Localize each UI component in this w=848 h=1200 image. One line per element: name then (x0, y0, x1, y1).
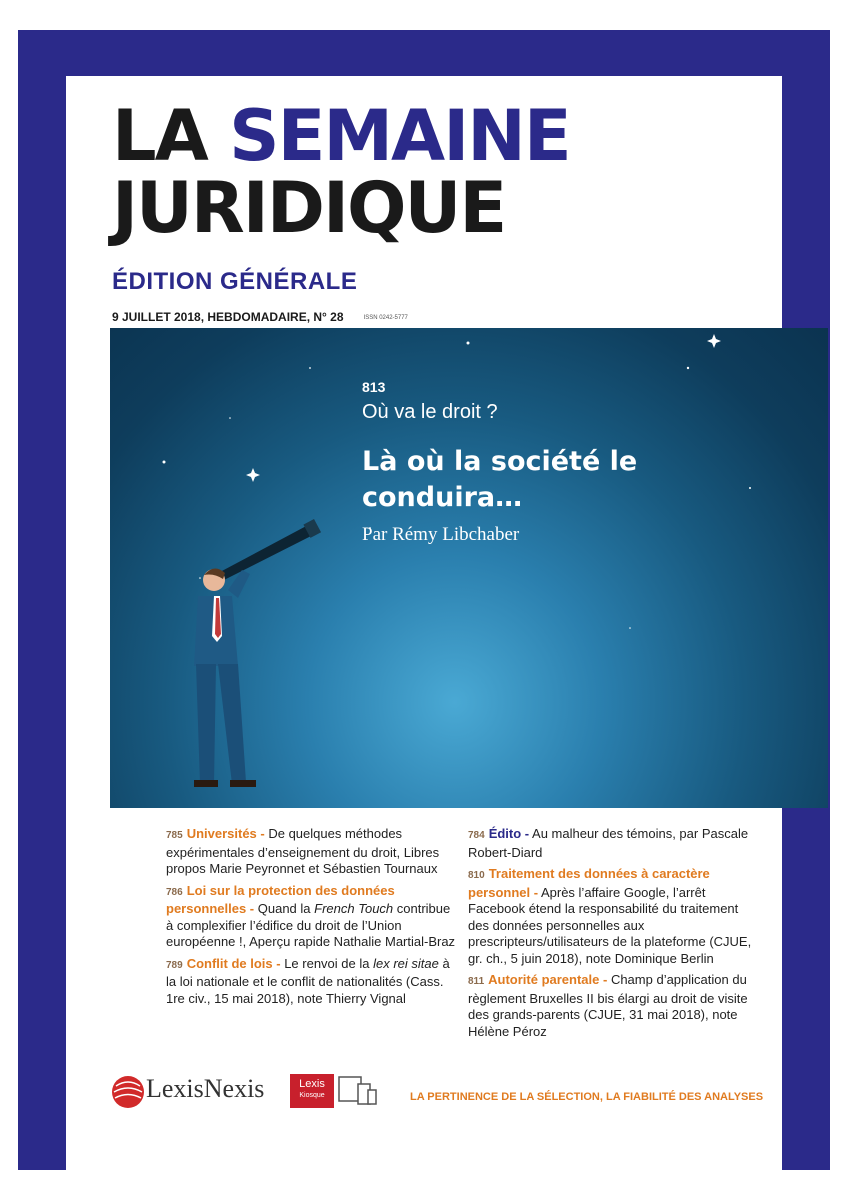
masthead (112, 95, 570, 249)
toc-section: Traitement des données à caractère personnel - (468, 866, 710, 900)
toc-number: 785 (166, 830, 183, 841)
article-number: 813 (362, 379, 386, 395)
toc-section: Conflit de lois - (186, 955, 281, 971)
man-with-telescope (194, 519, 321, 787)
toc-section: Loi sur la protection des données personnelles - (166, 882, 395, 916)
toc-text: Quand la (254, 901, 315, 916)
article-author: Par Rémy Libchaber (362, 524, 520, 545)
toc-text: De quelques méthodes expérimentales d’enseignement du droit, Libres propos Marie Peyronnet et Sébastien Tournaux (166, 826, 440, 876)
toc-text: Au malheur des témoins, par Pascale Robert-Diard (468, 826, 749, 860)
devices-icon (338, 1074, 378, 1108)
toc-number: 810 (468, 870, 485, 881)
edition-label: ÉDITION GÉNÉRALE (112, 268, 358, 295)
toc-item (166, 826, 456, 878)
article-headline: Là où la société le conduira… (362, 446, 638, 513)
toc-number: 789 (166, 959, 183, 971)
contents-left-column (166, 826, 456, 1012)
toc-text: à la loi nationale et le conflit de nationalités (Cass. 1re civ., 15 mai 2018), note Thierry Vignal (166, 955, 450, 1006)
masthead-la: LA (112, 95, 230, 177)
kiosque-sub: Kiosque (299, 1092, 325, 1099)
toc-item (166, 956, 456, 1008)
contents-right-column (468, 826, 760, 1045)
toc-text: Après l’affaire Google, l’arrêt Facebook étend la responsabilité du traitement des données personnelles aux prescripteurs/utilisateurs de la plateforme (CJUE, gr. ch., 5 juin 2018), note Dominique Berlin (468, 884, 752, 966)
masthead-semaine: SEMAINE (229, 95, 570, 177)
night-sky-illustration (110, 328, 828, 808)
toc-section: Édito - (488, 826, 530, 841)
lexisnexis-logo-icon (110, 1072, 146, 1112)
toc-item (468, 866, 760, 967)
kiosque-top: Lexis (299, 1078, 325, 1090)
dateline (112, 310, 408, 324)
toc-item (468, 972, 760, 1040)
toc-section: Autorité parentale - (488, 972, 608, 987)
toc-text: contribue à complexifier l’édifice du droit de l’Union européenne !, Aperçu rapide Nathalie Martial-Braz (166, 901, 456, 949)
cover-illustration (110, 328, 828, 808)
tagline: LA PERTINENCE DE LA SÉLECTION, LA FIABILITÉ DES ANALYSES (410, 1091, 764, 1103)
issn: ISSN 0242-5777 (363, 314, 408, 321)
toc-number: 784 (468, 830, 485, 841)
publisher-name: LexisNexis (146, 1074, 265, 1103)
lexis-kiosque-badge (290, 1074, 334, 1108)
toc-italic: lex rei sitae (373, 955, 439, 971)
toc-text: Champ d’application du règlement Bruxelles II bis élargi au droit de visite des grands-parents (CJUE, 31 mai 2018), note Hélène Péroz (468, 972, 748, 1039)
toc-section: Universités - (186, 826, 265, 841)
toc-item (468, 826, 760, 861)
masthead-line-1 (112, 95, 570, 177)
toc-number: 786 (166, 886, 183, 898)
article-kicker: Où va le droit ? (362, 401, 498, 423)
issue-date: 9 JUILLET 2018, HEBDOMADAIRE, N° 28 (112, 310, 344, 324)
masthead-line-2: JURIDIQUE (112, 167, 506, 249)
toc-text: Le renvoi de la (280, 955, 374, 971)
toc-italic: French Touch (314, 901, 394, 916)
toc-item (166, 883, 456, 951)
toc-number: 811 (468, 976, 485, 987)
